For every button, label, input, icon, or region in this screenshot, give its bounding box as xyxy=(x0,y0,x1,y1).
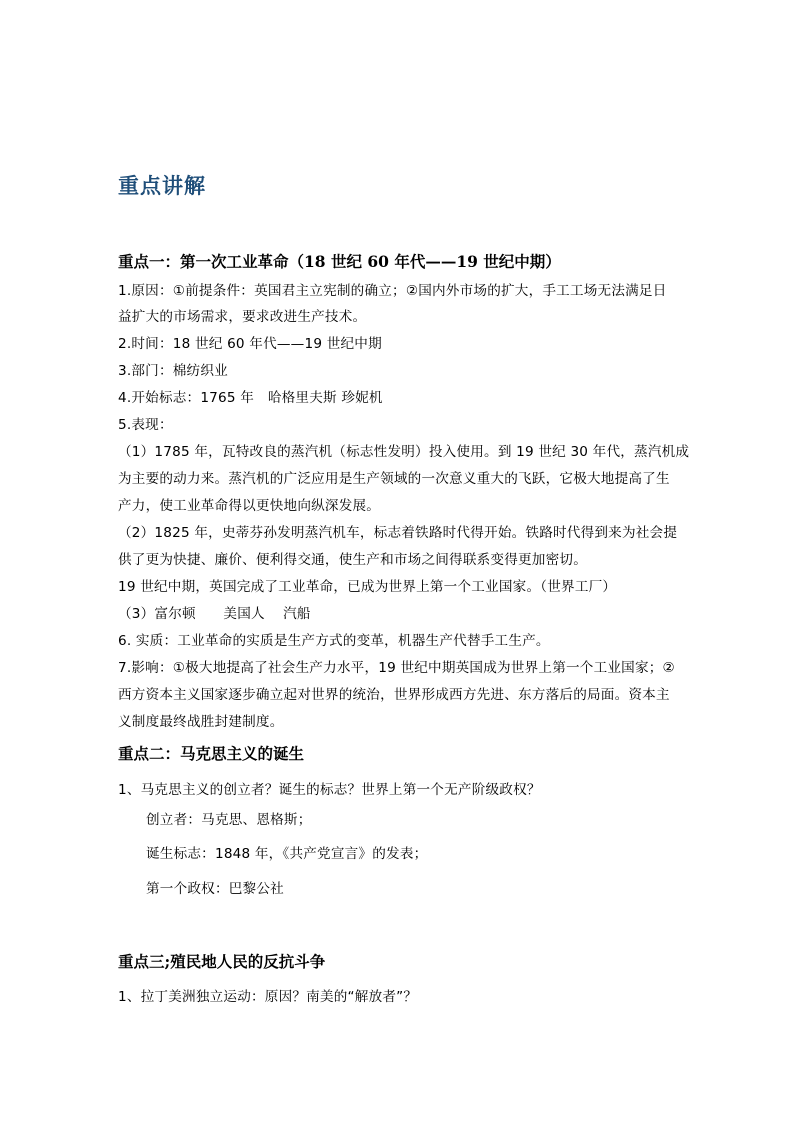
section1-line-essence: 6. 实质：工业革命的实质是生产方式的变革，机器生产代替手工生产。 xyxy=(118,633,550,649)
section2-line-regime: 第一个政权：巴黎公社 xyxy=(146,881,284,897)
section1-line-completion: 19 世纪中期，英国完成了工业革命，已成为世界上第一个工业国家。（世界工厂） xyxy=(118,579,617,595)
section1-line-steam-1: （1）1785 年，瓦特改良的蒸汽机（标志性发明）投入使用。到 19 世纪 30 年代，蒸汽机成 xyxy=(118,444,690,460)
section-heading-2: 重点二：马克思主义的诞生 xyxy=(118,744,305,763)
section1-line-impact-2: 西方资本主义国家逐步确立起对世界的统治，世界形成西方先进、东方落后的局面。资本主 xyxy=(118,687,670,703)
section3-line-question: 1、拉丁美洲独立运动：原因？南美的“解放者”？ xyxy=(118,989,418,1005)
section1-line-fulton: （3）富尔顿 美国人 汽船 xyxy=(118,606,311,622)
section1-line-steam-3: 产力，使工业革命得以更快地向纵深发展。 xyxy=(118,498,381,514)
section1-line-cause: 1.原因：①前提条件：英国君主立宪制的确立；②国内外市场的扩大，手工工场无法满足日 xyxy=(118,283,667,299)
document-title: 重点讲解 xyxy=(118,173,206,198)
section1-line-start: 4.开始标志：1765 年 哈格里夫斯 珍妮机 xyxy=(118,390,383,406)
section1-line-time: 2.时间：18 世纪 60 年代——19 世纪中期 xyxy=(118,336,382,352)
section1-line-impact-1: 7.影响：①极大地提高了社会生产力水平，19 世纪中期英国成为世界上第一个工业国家；② xyxy=(118,660,675,676)
section-heading-1: 重点一：第一次工业革命（18 世纪 60 年代——19 世纪中期） xyxy=(118,252,561,271)
section1-line-sector: 3.部门：棉纺织业 xyxy=(118,363,228,379)
section2-line-birth: 诞生标志：1848 年，《共产党宣言》的发表； xyxy=(146,846,428,862)
section1-line-rail-2: 供了更为快捷、廉价、便利得交通，使生产和市场之间得联系变得更加密切。 xyxy=(118,552,587,568)
section1-line-cause-cont: 益扩大的市场需求，要求改进生产技术。 xyxy=(118,309,367,325)
section1-line-performance: 5.表现： xyxy=(118,417,173,433)
section1-line-steam-2: 为主要的动力来。蒸汽机的广泛应用是生产领域的一次意义重大的飞跃，它极大地提高了生 xyxy=(118,471,670,487)
section-heading-3: 重点三;殖民地人民的反抗斗争 xyxy=(118,952,326,971)
section2-line-question: 1、马克思主义的创立者？诞生的标志？世界上第一个无产阶级政权？ xyxy=(118,782,541,798)
section2-line-founders: 创立者：马克思、恩格斯； xyxy=(146,812,312,828)
section1-line-impact-3: 义制度最终战胜封建制度。 xyxy=(118,714,284,730)
section1-line-rail-1: （2）1825 年，史蒂芬孙发明蒸汽机车，标志着铁路时代得开始。铁路时代得到来为社会提 xyxy=(118,525,678,541)
